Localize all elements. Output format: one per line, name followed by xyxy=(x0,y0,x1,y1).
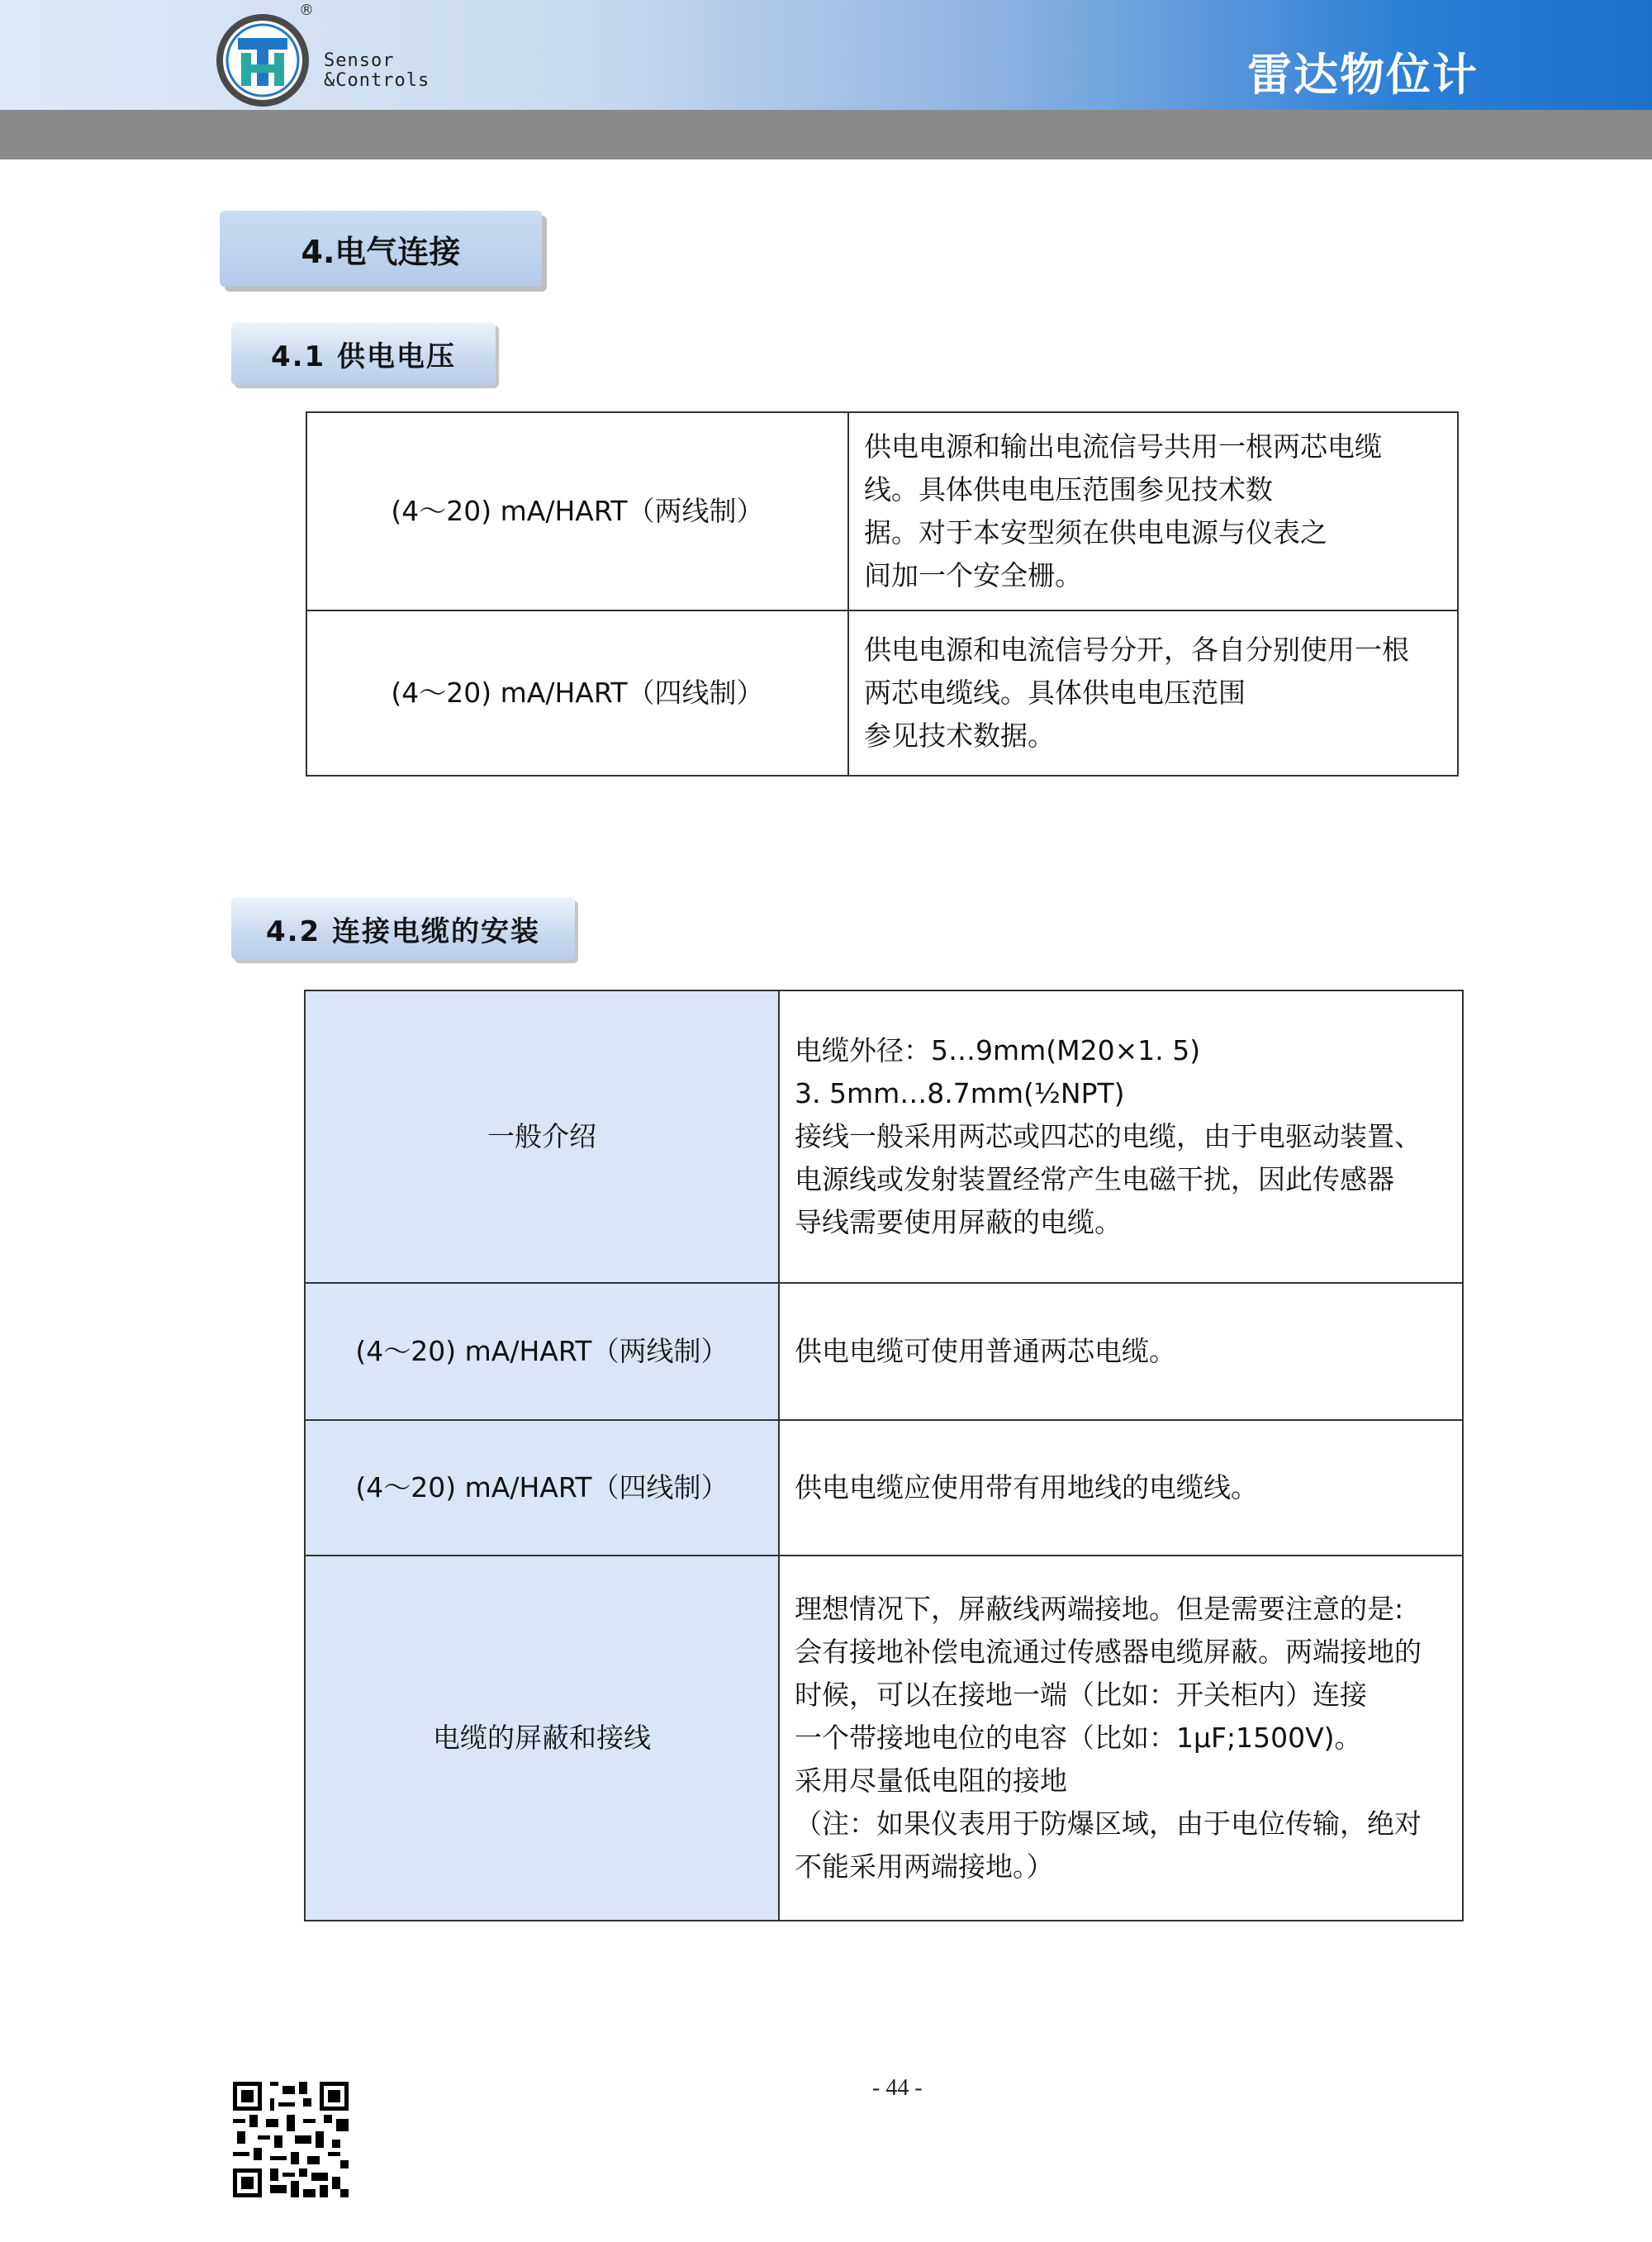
row-label: (4～20) mA/HART（四线制） xyxy=(305,1420,779,1556)
table-row xyxy=(305,1283,1463,1420)
desc-line: 供电电缆可使用普通两芯电缆。 xyxy=(795,1335,1176,1367)
brand-name xyxy=(324,51,430,91)
desc-line: 据。对于本安型须在供电电源与仪表之 xyxy=(864,516,1327,549)
desc-line: 不能采用两端接地。） xyxy=(795,1850,1054,1883)
desc-line: 导线需要使用屏蔽的电缆。 xyxy=(795,1206,1122,1238)
desc-line: 3. 5mm…8.7mm(½NPT) xyxy=(795,1077,1125,1109)
table-row xyxy=(305,1556,1463,1921)
desc-line: 供电电源和电流信号分开，各自分别使用一根 xyxy=(864,634,1409,666)
company-logo xyxy=(213,12,312,109)
row-label: 电缆的屏蔽和接线 xyxy=(305,1556,779,1921)
desc-line: 供电电缆应使用带有用地线的电缆线。 xyxy=(795,1471,1258,1503)
brand-line-2: &Controls xyxy=(324,70,430,91)
row-description xyxy=(779,1283,1463,1420)
desc-line: 两芯电缆线。具体供电电压范围 xyxy=(864,677,1246,709)
desc-line: 参见技术数据。 xyxy=(864,720,1055,752)
cable-installation-table xyxy=(304,990,1464,1921)
header-gray-band xyxy=(0,110,1652,159)
subsection-heading-cable-installation: 4.2 连接电缆的安装 xyxy=(231,897,575,960)
desc-line: 一个带接地电位的电容（比如：1μF;1500V)。 xyxy=(795,1722,1362,1754)
desc-line: 接线一般采用两芯或四芯的电缆，由于电驱动装置、 xyxy=(795,1120,1422,1152)
table-row xyxy=(305,1420,1463,1556)
row-description xyxy=(779,990,1463,1283)
desc-line: 理想情况下，屏蔽线两端接地。但是需要注意的是: xyxy=(795,1593,1404,1625)
desc-line: 电缆外径：5…9mm(M20×1. 5) xyxy=(795,1034,1201,1066)
table-row xyxy=(306,412,1458,610)
row-label: (4～20) mA/HART（四线制） xyxy=(306,610,848,776)
row-description xyxy=(779,1556,1463,1921)
row-description xyxy=(779,1420,1463,1556)
desc-line: 采用尽量低电阻的接地 xyxy=(795,1765,1067,1797)
supply-voltage-table xyxy=(306,411,1459,777)
desc-line: 线。具体供电电压范围参见技术数 xyxy=(864,473,1273,506)
table-row xyxy=(305,990,1463,1283)
row-description xyxy=(848,412,1458,610)
desc-line: 时候，可以在接地一端（比如：开关柜内）连接 xyxy=(795,1679,1367,1711)
qr-code xyxy=(233,2082,349,2197)
section-heading: 4.电气连接 xyxy=(220,211,542,287)
subsection-heading-supply-voltage: 4.1 供电电压 xyxy=(231,322,496,385)
row-description xyxy=(848,610,1458,776)
desc-line: 会有接地补偿电流通过传感器电缆屏蔽。两端接地的 xyxy=(795,1636,1422,1668)
brand-line-1: Sensor xyxy=(324,50,395,71)
registered-mark: ® xyxy=(299,2,314,19)
desc-line: 间加一个安全栅。 xyxy=(864,559,1082,591)
page-number: - 44 - xyxy=(872,2075,923,2101)
table-row xyxy=(306,610,1458,776)
desc-line: 供电电源和输出电流信号共用一根两芯电缆 xyxy=(864,430,1382,463)
document-title: 雷达物位计 xyxy=(1247,49,1479,101)
row-label: (4～20) mA/HART（两线制） xyxy=(305,1283,779,1420)
row-label: (4～20) mA/HART（两线制） xyxy=(306,412,848,610)
row-label: 一般介绍 xyxy=(305,990,779,1283)
desc-line: （注：如果仪表用于防爆区域，由于电位传输，绝对 xyxy=(795,1807,1422,1840)
desc-line: 电源线或发射装置经常产生电磁干扰，因此传感器 xyxy=(795,1163,1394,1195)
